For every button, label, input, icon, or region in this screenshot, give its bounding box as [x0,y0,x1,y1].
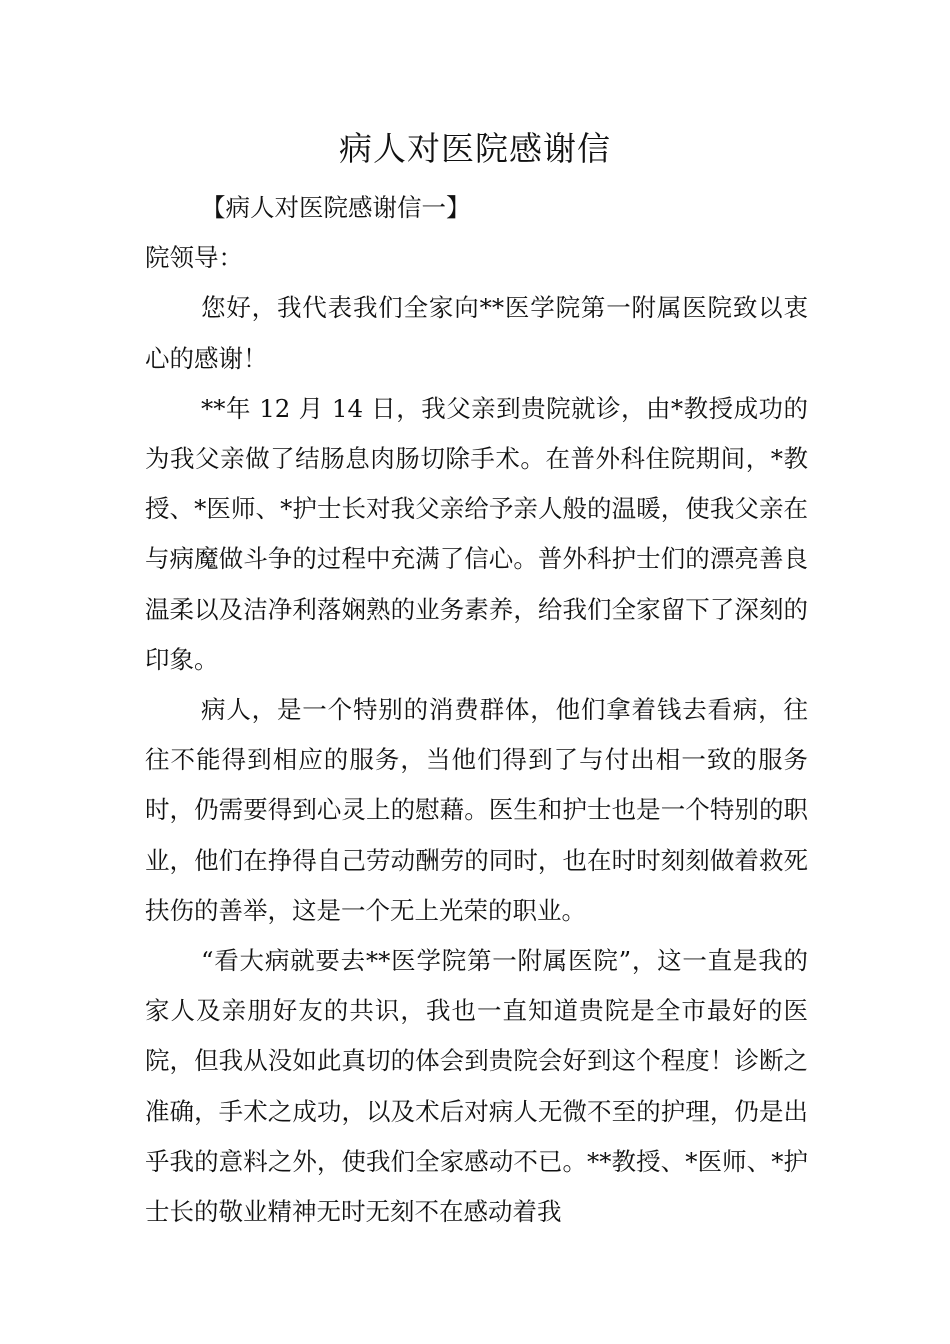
letter-paragraph-reputation: “看大病就要去**医学院第一附属医院”，这一直是我的家人及亲朋好友的共识，我也一直知道贵院是全市最好的医院，但我从没如此真切的体会到贵院会好到这个程度！诊断之准确，手术之成功，以及术后对病人无微不至的护理，仍是出乎我的意料之外，使我们全家感动不已。**教授、*医师、*护士长的敬业精神无时无刻不在感动着我 [145,946,808,1227]
letter-salutation: 院领导： [145,243,243,273]
letter-body [145,183,808,1237]
letter-paragraph-patients: 病人，是一个特别的消费群体，他们拿着钱去看病，往往不能得到相应的服务，当他们得到了与付出相一致的服务时，仍需要得到心灵上的慰藉。医生和护士也是一个特别的职业，他们在挣得自己劳动酬劳的同时，也在时时刻刻做着救死扶伤的善举，这是一个无上光荣的职业。 [145,695,808,925]
document-title: 病人对医院感谢信 [339,129,611,168]
letter-paragraph-treatment: **年 12 月 14 日，我父亲到贵院就诊，由*教授成功的为我父亲做了结肠息肉肠切除手术。在普外科住院期间，*教授、*医师、*护士长对我父亲给予亲人般的温暖，使我父亲在与病魔做斗争的过程中充满了信心。普外科护士们的漂亮善良温柔以及洁净利落娴熟的业务素养，给我们全家留下了深刻的印象。 [145,393,808,674]
letter-paragraph-greeting: 您好，我代表我们全家向**医学院第一附属医院致以衷心的感谢！ [145,293,808,373]
letter-subheading: 【病人对医院感谢信一】 [201,193,471,222]
